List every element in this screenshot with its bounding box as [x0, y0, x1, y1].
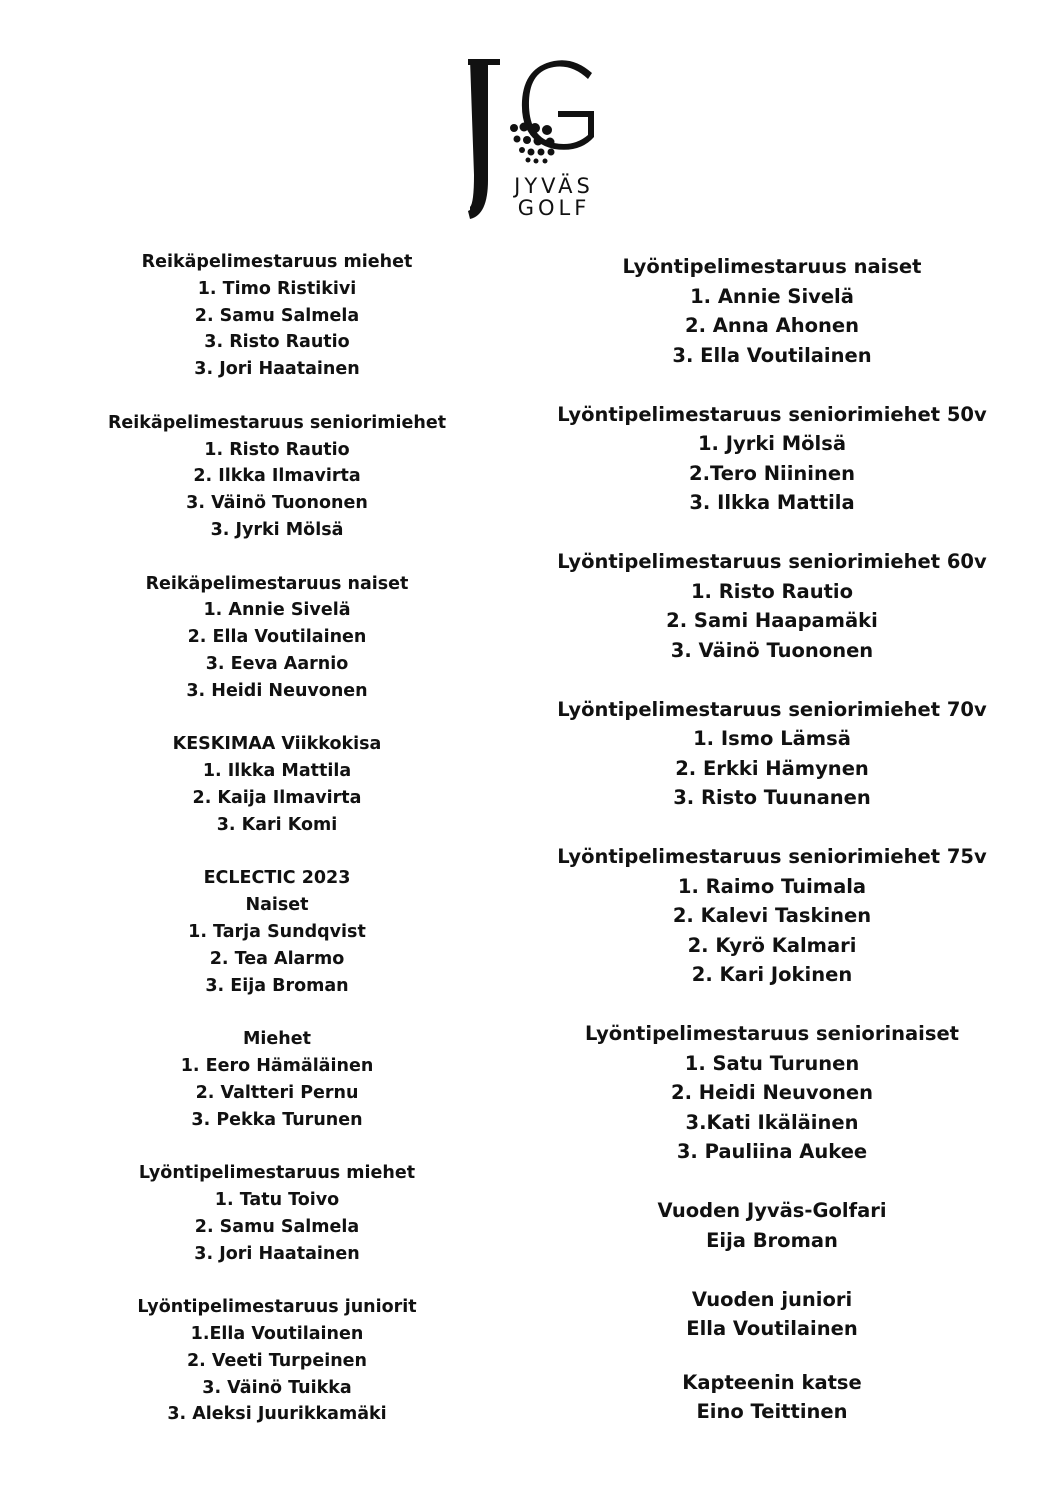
section-title: Lyöntipelimestaruus miehet: [138, 1163, 416, 1184]
result-entry: 1. Ismo Lämsä: [693, 727, 851, 750]
result-entry: 2. Tea Alarmo: [209, 948, 345, 969]
section-title: Reikäpelimestaruus miehet: [141, 252, 413, 272]
result-entry: Eija Broman: [706, 1228, 838, 1252]
result-entry: 1. Ilkka Mattila: [202, 761, 352, 782]
section-title: KESKIMAA Viikkokisa: [172, 734, 382, 755]
result-entry: 2. Kari Jokinen: [691, 963, 853, 986]
result-entry: 2. Samu Salmela: [194, 305, 360, 326]
result-entry: 1. Risto Rautio: [204, 439, 350, 460]
result-entry: 1. Raimo Tuimala: [677, 874, 867, 898]
result-entry: 3. Ella Voutilainen: [672, 343, 872, 367]
result-entry: 3. Kari Komi: [216, 814, 338, 835]
result-entry: 3. Eija Broman: [205, 975, 349, 996]
result-entry: 2. Kalevi Taskinen: [672, 904, 872, 927]
result-entry: 3. Pauliina Aukee: [676, 1140, 868, 1163]
logo-text-golf: GOLF: [517, 196, 591, 220]
section-title: Reikäpelimestaruus seniorimiehet: [107, 412, 447, 433]
result-entry: 3. Jyrki Mölsä: [210, 520, 344, 540]
result-entry: Ella Voutilainen: [686, 1317, 858, 1340]
result-entry: 2. Ella Voutilainen: [187, 627, 367, 648]
result-entry: 2. Anna Ahonen: [685, 314, 859, 337]
result-entry: 3.Kati Ikäläinen: [685, 1110, 859, 1134]
result-entry: 1. Tarja Sundqvist: [188, 922, 366, 942]
result-entry: 2. Kaija Ilmavirta: [192, 788, 362, 808]
result-entry: 1. Eero Hämäläinen: [180, 1056, 374, 1076]
result-entry: 2. Sami Haapamäki: [666, 609, 878, 632]
section-title: Lyöntipelimestaruus seniorimiehet 60v: [557, 550, 987, 573]
result-entry: 3. Väinö Tuononen: [670, 638, 874, 662]
result-entry: 1. Satu Turunen: [684, 1051, 860, 1075]
result-entry: 3. Risto Tuunanen: [673, 786, 871, 809]
result-entry: 3. Jori Haatainen: [194, 1243, 360, 1264]
jyvas-golf-logo: [462, 55, 602, 220]
result-entry: 1. Annie Sivelä: [690, 284, 854, 308]
section-title: ECLECTIC 2023: [203, 868, 351, 889]
result-entry: 1. Timo Ristikivi: [197, 278, 357, 299]
result-entry: 2. Erkki Hämynen: [675, 756, 869, 780]
result-entry: 3. Väinö Tuikka: [202, 1377, 352, 1398]
section-title: Kapteenin katse: [682, 1370, 862, 1394]
result-entry: 2. Ilkka Ilmavirta: [193, 466, 361, 487]
section-title: Lyöntipelimestaruus naiset: [622, 255, 922, 278]
logo-text-jyvas: JYVÄS: [514, 174, 594, 198]
result-entry: 2. Samu Salmela: [194, 1216, 360, 1237]
section-title: Lyöntipelimestaruus seniorimiehet 75v: [557, 845, 987, 868]
section-title: Reikäpelimestaruus naiset: [145, 573, 409, 594]
result-entry: 2.Tero Niininen: [689, 461, 855, 485]
result-entry: 1.Ella Voutilainen: [190, 1324, 364, 1344]
result-entry: Naiset: [245, 895, 309, 916]
result-entry: 3. Väinö Tuononen: [186, 493, 368, 514]
result-entry: 3. Risto Rautio: [204, 332, 350, 353]
section-title: Lyöntipelimestaruus juniorit: [137, 1297, 417, 1318]
result-entry: 2. Heidi Neuvonen: [671, 1081, 873, 1104]
section-title: Vuoden Jyväs-Golfari: [657, 1199, 887, 1222]
section-title: Lyöntipelimestaruus seniorimiehet 50v: [557, 402, 987, 426]
result-entry: 3. Eeva Aarnio: [205, 654, 349, 674]
result-entry: 2. Kyrö Kalmari: [687, 933, 857, 957]
result-entry: Eino Teittinen: [696, 1400, 848, 1423]
result-entry: 1. Risto Rautio: [690, 579, 854, 603]
section-title: Lyöntipelimestaruus seniorimiehet 70v: [557, 697, 987, 721]
result-entry: 3. Aleksi Juurikkamäki: [167, 1404, 387, 1425]
result-entry: 1. Annie Sivelä: [203, 600, 351, 621]
result-entry: 3. Ilkka Mattila: [689, 491, 855, 514]
result-entry: 2. Valtteri Pernu: [195, 1082, 359, 1103]
section-title: Lyöntipelimestaruus seniorinaiset: [584, 1022, 960, 1045]
section-title: Vuoden juniori: [691, 1287, 853, 1311]
result-entry: 1. Jyrki Mölsä: [697, 432, 847, 455]
result-entry: 3. Heidi Neuvonen: [186, 680, 368, 701]
result-entry: 3. Pekka Turunen: [191, 1109, 363, 1130]
result-entry: 2. Veeti Turpeinen: [187, 1350, 367, 1371]
result-entry: 3. Jori Haatainen: [194, 359, 360, 380]
section-title: Miehet: [243, 1029, 311, 1050]
result-entry: 1. Tatu Toivo: [214, 1190, 340, 1210]
